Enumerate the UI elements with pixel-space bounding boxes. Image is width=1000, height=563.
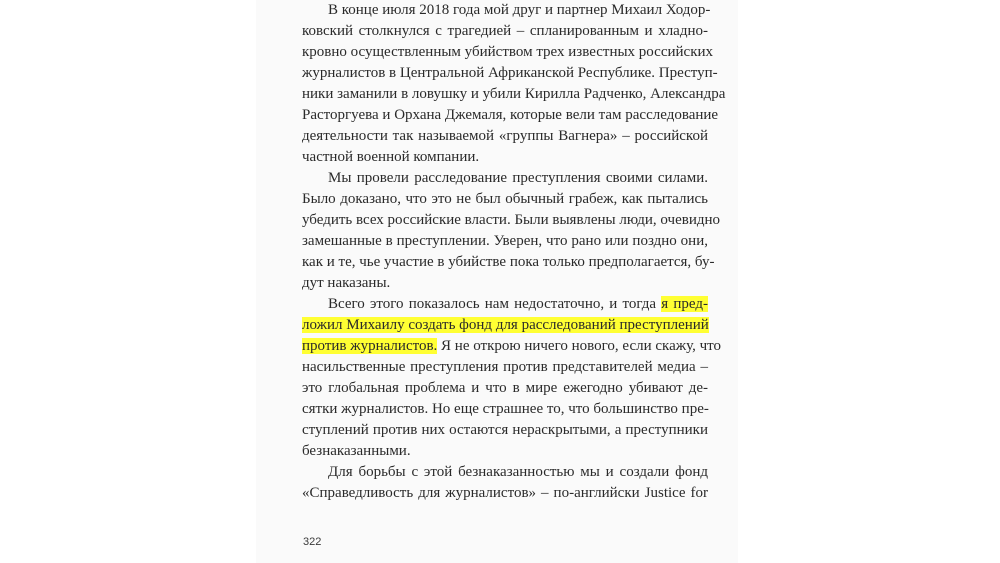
text-line: «Справедливость для журналистов» – по-английски Justice for — [302, 485, 708, 501]
highlighted-text: ложил Михаилу создать фонд для расследований преступлений — [302, 317, 709, 333]
text-line: ковский столкнулся с трагедией – спланированным и хладно- — [302, 23, 708, 39]
text-line: частной военной компании. — [302, 149, 480, 165]
text-line: замешанные в преступлении. Уверен, что рано или поздно они, — [302, 233, 708, 249]
text-line — [302, 315, 708, 336]
text-line: сятки журналистов. Но еще страшнее то, что большинство пре- — [302, 401, 709, 417]
text-line: Расторгуева и Орхана Джемаля, которые вели там расследование — [302, 107, 719, 123]
text-line: Мы провели расследование преступления своими силами. — [328, 170, 708, 186]
text-line: журналистов в Центральной Африканской Республике. Преступ- — [302, 65, 718, 81]
text-line: безнаказанными. — [302, 443, 411, 459]
highlighted-text: я пред- — [661, 296, 708, 312]
text-line: ступлений против них остаются нераскрытыми, а преступники — [302, 422, 708, 438]
highlighted-text: против журналистов. — [302, 338, 438, 354]
text-segment: Всего этого показалось нам недостаточно, и тогда — [328, 296, 657, 312]
text-line: деятельности так называемой «группы Вагнера» – российской — [302, 128, 708, 144]
text-line — [302, 336, 722, 357]
text-line: это глобальная проблема и что в мире ежегодно убивают де- — [302, 380, 708, 396]
text-line: ники заманили в ловушку и убили Кирилла Радченко, Александра — [302, 86, 726, 102]
text-segment: Я не открою ничего нового, если скажу, что — [441, 338, 722, 354]
text-line: В конце июля 2018 года мой друг и партнер Михаил Ходор- — [328, 2, 711, 18]
text-line — [302, 294, 708, 315]
text-line: насильственные преступления против представителей медиа – — [302, 359, 708, 375]
text-line: Было доказано, что это не был обычный грабеж, как пытались — [302, 191, 708, 207]
page-number: 322 — [303, 536, 322, 548]
text-line: как и те, чье участие в убийстве пока только предполагается, бу- — [302, 254, 715, 270]
text-line: Для борьбы с этой безнаказанностью мы и создали фонд — [328, 464, 708, 480]
text-line: кровно осуществленным убийством трех известных российских — [302, 44, 714, 60]
text-line: убедить всех российские власти. Были выявлены люди, очевидно — [302, 212, 721, 228]
text-line: дут наказаны. — [302, 275, 391, 291]
